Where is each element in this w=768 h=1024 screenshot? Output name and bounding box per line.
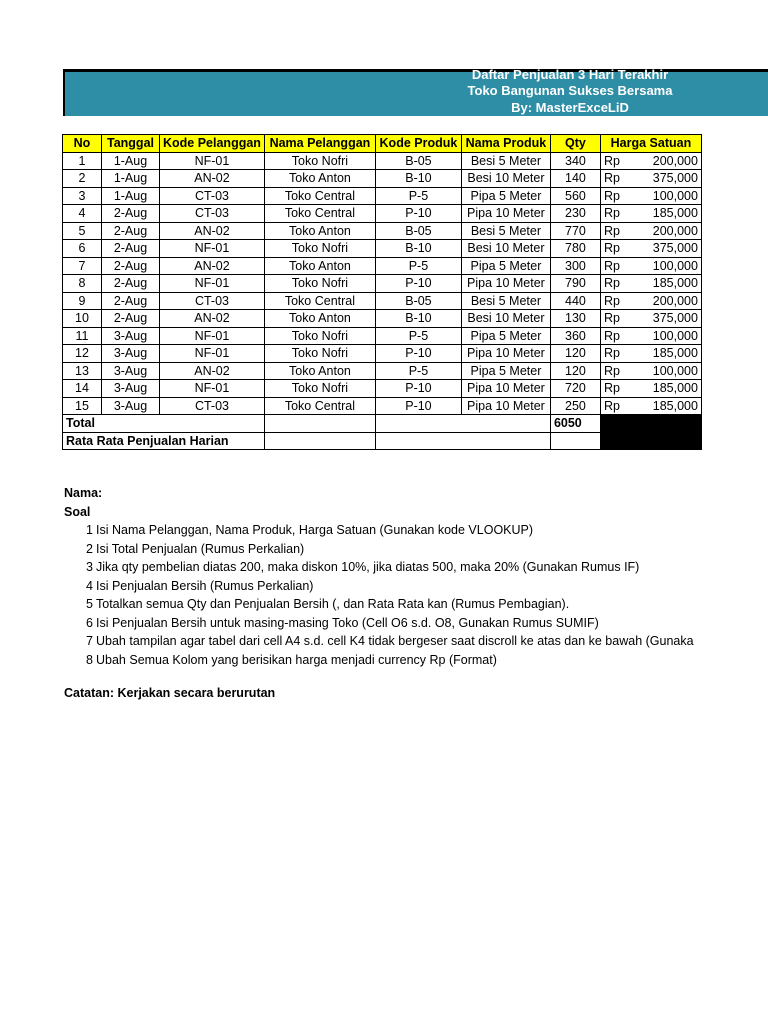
question-number: 2	[86, 541, 93, 556]
cell-tanggal[interactable]: 2-Aug	[102, 257, 160, 275]
table-row	[63, 292, 702, 310]
cell-no[interactable]: 6	[63, 240, 102, 258]
table-row	[63, 275, 702, 293]
cell-harga-satuan[interactable]: 375,000	[628, 240, 701, 258]
question-number: 1	[86, 523, 93, 537]
average-cell-empty[interactable]	[550, 432, 600, 450]
average-row	[63, 432, 702, 450]
nama-label: Nama:	[64, 486, 103, 500]
question-text: Totalkan semua Qty dan Penjualan Bersih (, dan Rata Rata kan (Rumus Pembagian).	[96, 597, 570, 611]
cell-nama-produk[interactable]: Besi 10 Meter	[461, 310, 550, 328]
average-black-cell[interactable]	[600, 432, 701, 450]
cell-no[interactable]: 11	[63, 327, 102, 345]
cell-nama-produk[interactable]: Besi 5 Meter	[461, 222, 550, 240]
header-tanggal[interactable]: Tanggal	[102, 135, 160, 153]
cell-kode-pelanggan[interactable]: NF-01	[160, 275, 265, 293]
cell-nama-produk[interactable]: Besi 10 Meter	[461, 170, 550, 188]
header-nama-pelanggan[interactable]: Nama Pelanggan	[264, 135, 375, 153]
cell-no[interactable]: 8	[63, 275, 102, 293]
table-row	[63, 380, 702, 398]
cell-qty[interactable]: 230	[550, 205, 600, 223]
soal-label: Soal	[64, 504, 91, 519]
table-row	[63, 170, 702, 188]
cell-harga-satuan[interactable]: 375,000	[628, 170, 701, 188]
cell-tanggal[interactable]: 2-Aug	[102, 222, 160, 240]
cell-harga-satuan[interactable]: 200,000	[628, 152, 701, 170]
question-item	[64, 521, 694, 540]
title-banner	[63, 69, 768, 116]
total-cell-empty[interactable]	[264, 415, 375, 433]
cell-nama-pelanggan[interactable]: Toko Nofri	[264, 275, 375, 293]
total-cell-empty[interactable]	[375, 415, 550, 433]
average-cell-empty[interactable]	[375, 432, 550, 450]
total-qty[interactable]: 6050	[550, 415, 600, 433]
cell-nama-pelanggan[interactable]: Toko Anton	[264, 362, 375, 380]
cell-no[interactable]: 9	[63, 292, 102, 310]
cell-nama-produk[interactable]: Pipa 5 Meter	[461, 362, 550, 380]
cell-currency[interactable]: Rp	[600, 397, 628, 415]
cell-kode-produk[interactable]: B-05	[375, 292, 461, 310]
cell-no[interactable]: 2	[63, 170, 102, 188]
question-item	[64, 595, 694, 614]
question-number: 5	[86, 597, 93, 611]
cell-currency[interactable]: Rp	[600, 310, 628, 328]
table-row	[63, 187, 702, 205]
cell-currency[interactable]: Rp	[600, 257, 628, 275]
cell-qty[interactable]: 140	[550, 170, 600, 188]
question-text: Ubah tampilan agar tabel dari cell A4 s.d. cell K4 tidak bergeser saat discroll ke atas dan ke bawah (Gunaka	[96, 634, 694, 648]
cell-currency[interactable]: Rp	[600, 170, 628, 188]
cell-nama-produk[interactable]: Pipa 10 Meter	[461, 397, 550, 415]
cell-currency[interactable]: Rp	[600, 327, 628, 345]
header-nama-produk[interactable]: Nama Produk	[461, 135, 550, 153]
cell-tanggal[interactable]: 2-Aug	[102, 205, 160, 223]
header-qty[interactable]: Qty	[550, 135, 600, 153]
cell-kode-pelanggan[interactable]: CT-03	[160, 292, 265, 310]
cell-currency[interactable]: Rp	[600, 362, 628, 380]
average-cell-empty[interactable]	[264, 432, 375, 450]
cell-kode-produk[interactable]: P-10	[375, 205, 461, 223]
cell-currency[interactable]: Rp	[600, 187, 628, 205]
cell-no[interactable]: 12	[63, 345, 102, 363]
table-row	[63, 345, 702, 363]
total-label[interactable]: Total	[63, 415, 265, 433]
cell-tanggal[interactable]: 3-Aug	[102, 380, 160, 398]
cell-harga-satuan[interactable]: 185,000	[628, 205, 701, 223]
cell-kode-produk[interactable]: P-5	[375, 257, 461, 275]
cell-kode-produk[interactable]: B-05	[375, 222, 461, 240]
cell-nama-pelanggan[interactable]: Toko Anton	[264, 170, 375, 188]
cell-no[interactable]: 5	[63, 222, 102, 240]
cell-nama-pelanggan[interactable]: Toko Central	[264, 292, 375, 310]
cell-tanggal[interactable]: 2-Aug	[102, 275, 160, 293]
cell-qty[interactable]: 120	[550, 362, 600, 380]
table-row	[63, 257, 702, 275]
question-number: 8	[86, 652, 93, 667]
total-row	[63, 415, 702, 433]
cell-harga-satuan[interactable]: 100,000	[628, 327, 701, 345]
cell-harga-satuan[interactable]: 100,000	[628, 187, 701, 205]
cell-kode-produk[interactable]: P-5	[375, 362, 461, 380]
cell-kode-pelanggan[interactable]: AN-02	[160, 257, 265, 275]
table-row	[63, 152, 702, 170]
cell-no[interactable]: 13	[63, 362, 102, 380]
cell-kode-pelanggan[interactable]: NF-01	[160, 380, 265, 398]
cell-qty[interactable]: 120	[550, 345, 600, 363]
cell-qty[interactable]: 440	[550, 292, 600, 310]
cell-kode-pelanggan[interactable]: NF-01	[160, 152, 265, 170]
cell-currency[interactable]: Rp	[600, 240, 628, 258]
cell-harga-satuan[interactable]: 185,000	[628, 380, 701, 398]
cell-nama-produk[interactable]: Pipa 10 Meter	[461, 380, 550, 398]
cell-harga-satuan[interactable]: 375,000	[628, 310, 701, 328]
question-text: Isi Penjualan Bersih untuk masing-masing Toko (Cell O6 s.d. O8, Gunakan Rumus SUMIF)	[96, 615, 599, 630]
cell-kode-pelanggan[interactable]: CT-03	[160, 397, 265, 415]
notes-section	[64, 484, 694, 669]
cell-kode-pelanggan[interactable]: AN-02	[160, 222, 265, 240]
cell-nama-produk[interactable]: Pipa 5 Meter	[461, 187, 550, 205]
cell-currency[interactable]: Rp	[600, 222, 628, 240]
cell-qty[interactable]: 300	[550, 257, 600, 275]
table-row	[63, 362, 702, 380]
cell-kode-produk[interactable]: B-10	[375, 310, 461, 328]
cell-kode-pelanggan[interactable]: NF-01	[160, 345, 265, 363]
question-number: 3	[86, 560, 93, 574]
cell-qty[interactable]: 360	[550, 327, 600, 345]
header-kode-pelanggan[interactable]: Kode Pelanggan	[160, 135, 265, 153]
cell-harga-satuan[interactable]: 185,000	[628, 345, 701, 363]
catatan-note: Catatan: Kerjakan secara berurutan	[64, 686, 276, 700]
cell-nama-produk[interactable]: Pipa 5 Meter	[461, 257, 550, 275]
average-label[interactable]: Rata Rata Penjualan Harian	[63, 432, 265, 450]
question-number: 6	[86, 615, 93, 630]
question-item	[64, 614, 694, 633]
cell-currency[interactable]: Rp	[600, 345, 628, 363]
cell-kode-pelanggan[interactable]: AN-02	[160, 310, 265, 328]
question-number: 7	[86, 634, 93, 648]
header-kode-produk[interactable]: Kode Produk	[375, 135, 461, 153]
total-black-cell[interactable]	[600, 415, 701, 433]
cell-qty[interactable]: 250	[550, 397, 600, 415]
table-row	[63, 222, 702, 240]
question-item	[64, 540, 694, 559]
cell-nama-produk[interactable]: Besi 5 Meter	[461, 292, 550, 310]
cell-currency[interactable]: Rp	[600, 205, 628, 223]
cell-nama-pelanggan[interactable]: Toko Nofri	[264, 345, 375, 363]
cell-tanggal[interactable]: 1-Aug	[102, 187, 160, 205]
cell-currency[interactable]: Rp	[600, 380, 628, 398]
cell-kode-produk[interactable]: P-10	[375, 275, 461, 293]
table-row	[63, 397, 702, 415]
cell-no[interactable]: 1	[63, 152, 102, 170]
table-header-row	[63, 135, 702, 153]
cell-kode-pelanggan[interactable]: CT-03	[160, 187, 265, 205]
cell-qty[interactable]: 720	[550, 380, 600, 398]
table-row	[63, 205, 702, 223]
cell-no[interactable]: 10	[63, 310, 102, 328]
cell-kode-produk[interactable]: P-10	[375, 345, 461, 363]
cell-nama-pelanggan[interactable]: Toko Nofri	[264, 380, 375, 398]
cell-harga-satuan[interactable]: 200,000	[628, 292, 701, 310]
cell-nama-pelanggan[interactable]: Toko Central	[264, 397, 375, 415]
cell-tanggal[interactable]: 2-Aug	[102, 292, 160, 310]
cell-tanggal[interactable]: 2-Aug	[102, 240, 160, 258]
cell-currency[interactable]: Rp	[600, 275, 628, 293]
cell-no[interactable]: 15	[63, 397, 102, 415]
question-text: Jika qty pembelian diatas 200, maka diskon 10%, jika diatas 500, maka 20% (Gunakan Rumus IF)	[96, 560, 640, 574]
sales-table	[62, 134, 702, 450]
cell-nama-pelanggan[interactable]: Toko Anton	[264, 310, 375, 328]
cell-tanggal[interactable]: 2-Aug	[102, 310, 160, 328]
cell-harga-satuan[interactable]: 100,000	[628, 257, 701, 275]
cell-qty[interactable]: 790	[550, 275, 600, 293]
cell-nama-pelanggan[interactable]: Toko Nofri	[264, 152, 375, 170]
cell-harga-satuan[interactable]: 200,000	[628, 222, 701, 240]
cell-qty[interactable]: 780	[550, 240, 600, 258]
header-no[interactable]: No	[63, 135, 102, 153]
cell-qty[interactable]: 130	[550, 310, 600, 328]
question-text: Ubah Semua Kolom yang berisikan harga menjadi currency Rp (Format)	[96, 652, 497, 667]
question-item	[64, 558, 694, 577]
cell-harga-satuan[interactable]: 185,000	[628, 275, 701, 293]
question-item	[64, 632, 694, 651]
cell-nama-pelanggan[interactable]: Toko Nofri	[264, 240, 375, 258]
question-number: 4	[86, 578, 93, 593]
table-row	[63, 327, 702, 345]
title-line-3: By: MasterExceLiD	[511, 100, 629, 115]
cell-kode-produk[interactable]: P-10	[375, 380, 461, 398]
cell-kode-produk[interactable]: B-10	[375, 240, 461, 258]
cell-tanggal[interactable]: 3-Aug	[102, 362, 160, 380]
cell-nama-produk[interactable]: Pipa 10 Meter	[461, 345, 550, 363]
cell-currency[interactable]: Rp	[600, 152, 628, 170]
cell-nama-produk[interactable]: Pipa 5 Meter	[461, 327, 550, 345]
cell-kode-pelanggan[interactable]: NF-01	[160, 240, 265, 258]
cell-nama-pelanggan[interactable]: Toko Anton	[264, 257, 375, 275]
cell-kode-pelanggan[interactable]: NF-01	[160, 327, 265, 345]
cell-currency[interactable]: Rp	[600, 292, 628, 310]
cell-kode-pelanggan[interactable]: CT-03	[160, 205, 265, 223]
cell-tanggal[interactable]: 3-Aug	[102, 327, 160, 345]
cell-kode-produk[interactable]: P-5	[375, 327, 461, 345]
question-list	[64, 521, 694, 669]
cell-qty[interactable]: 560	[550, 187, 600, 205]
cell-nama-produk[interactable]: Besi 5 Meter	[461, 152, 550, 170]
cell-kode-pelanggan[interactable]: AN-02	[160, 170, 265, 188]
cell-tanggal[interactable]: 1-Aug	[102, 170, 160, 188]
cell-harga-satuan[interactable]: 185,000	[628, 397, 701, 415]
cell-no[interactable]: 14	[63, 380, 102, 398]
title-line-1: Daftar Penjualan 3 Hari Terakhir	[471, 67, 669, 82]
cell-no[interactable]: 3	[63, 187, 102, 205]
cell-qty[interactable]: 340	[550, 152, 600, 170]
table-row	[63, 310, 702, 328]
cell-tanggal[interactable]: 3-Aug	[102, 345, 160, 363]
cell-no[interactable]: 7	[63, 257, 102, 275]
table-row	[63, 240, 702, 258]
cell-nama-pelanggan[interactable]: Toko Central	[264, 205, 375, 223]
title-line-2: Toko Bangunan Sukses Bersama	[467, 83, 673, 98]
cell-nama-pelanggan[interactable]: Toko Anton	[264, 222, 375, 240]
cell-nama-produk[interactable]: Pipa 10 Meter	[461, 205, 550, 223]
cell-kode-pelanggan[interactable]: AN-02	[160, 362, 265, 380]
cell-qty[interactable]: 770	[550, 222, 600, 240]
question-item	[64, 577, 694, 596]
cell-kode-produk[interactable]: P-5	[375, 187, 461, 205]
cell-kode-produk[interactable]: B-05	[375, 152, 461, 170]
cell-no[interactable]: 4	[63, 205, 102, 223]
header-harga-satuan[interactable]: Harga Satuan	[600, 135, 701, 153]
question-text: Isi Nama Pelanggan, Nama Produk, Harga Satuan (Gunakan kode VLOOKUP)	[96, 523, 534, 537]
question-text: Isi Penjualan Bersih (Rumus Perkalian)	[96, 578, 314, 593]
cell-nama-pelanggan[interactable]: Toko Nofri	[264, 327, 375, 345]
cell-kode-produk[interactable]: P-10	[375, 397, 461, 415]
cell-nama-produk[interactable]: Pipa 10 Meter	[461, 275, 550, 293]
cell-tanggal[interactable]: 3-Aug	[102, 397, 160, 415]
cell-nama-pelanggan[interactable]: Toko Central	[264, 187, 375, 205]
cell-kode-produk[interactable]: B-10	[375, 170, 461, 188]
question-text: Isi Total Penjualan (Rumus Perkalian)	[96, 541, 305, 556]
cell-harga-satuan[interactable]: 100,000	[628, 362, 701, 380]
question-item	[64, 651, 694, 670]
cell-tanggal[interactable]: 1-Aug	[102, 152, 160, 170]
cell-nama-produk[interactable]: Besi 10 Meter	[461, 240, 550, 258]
